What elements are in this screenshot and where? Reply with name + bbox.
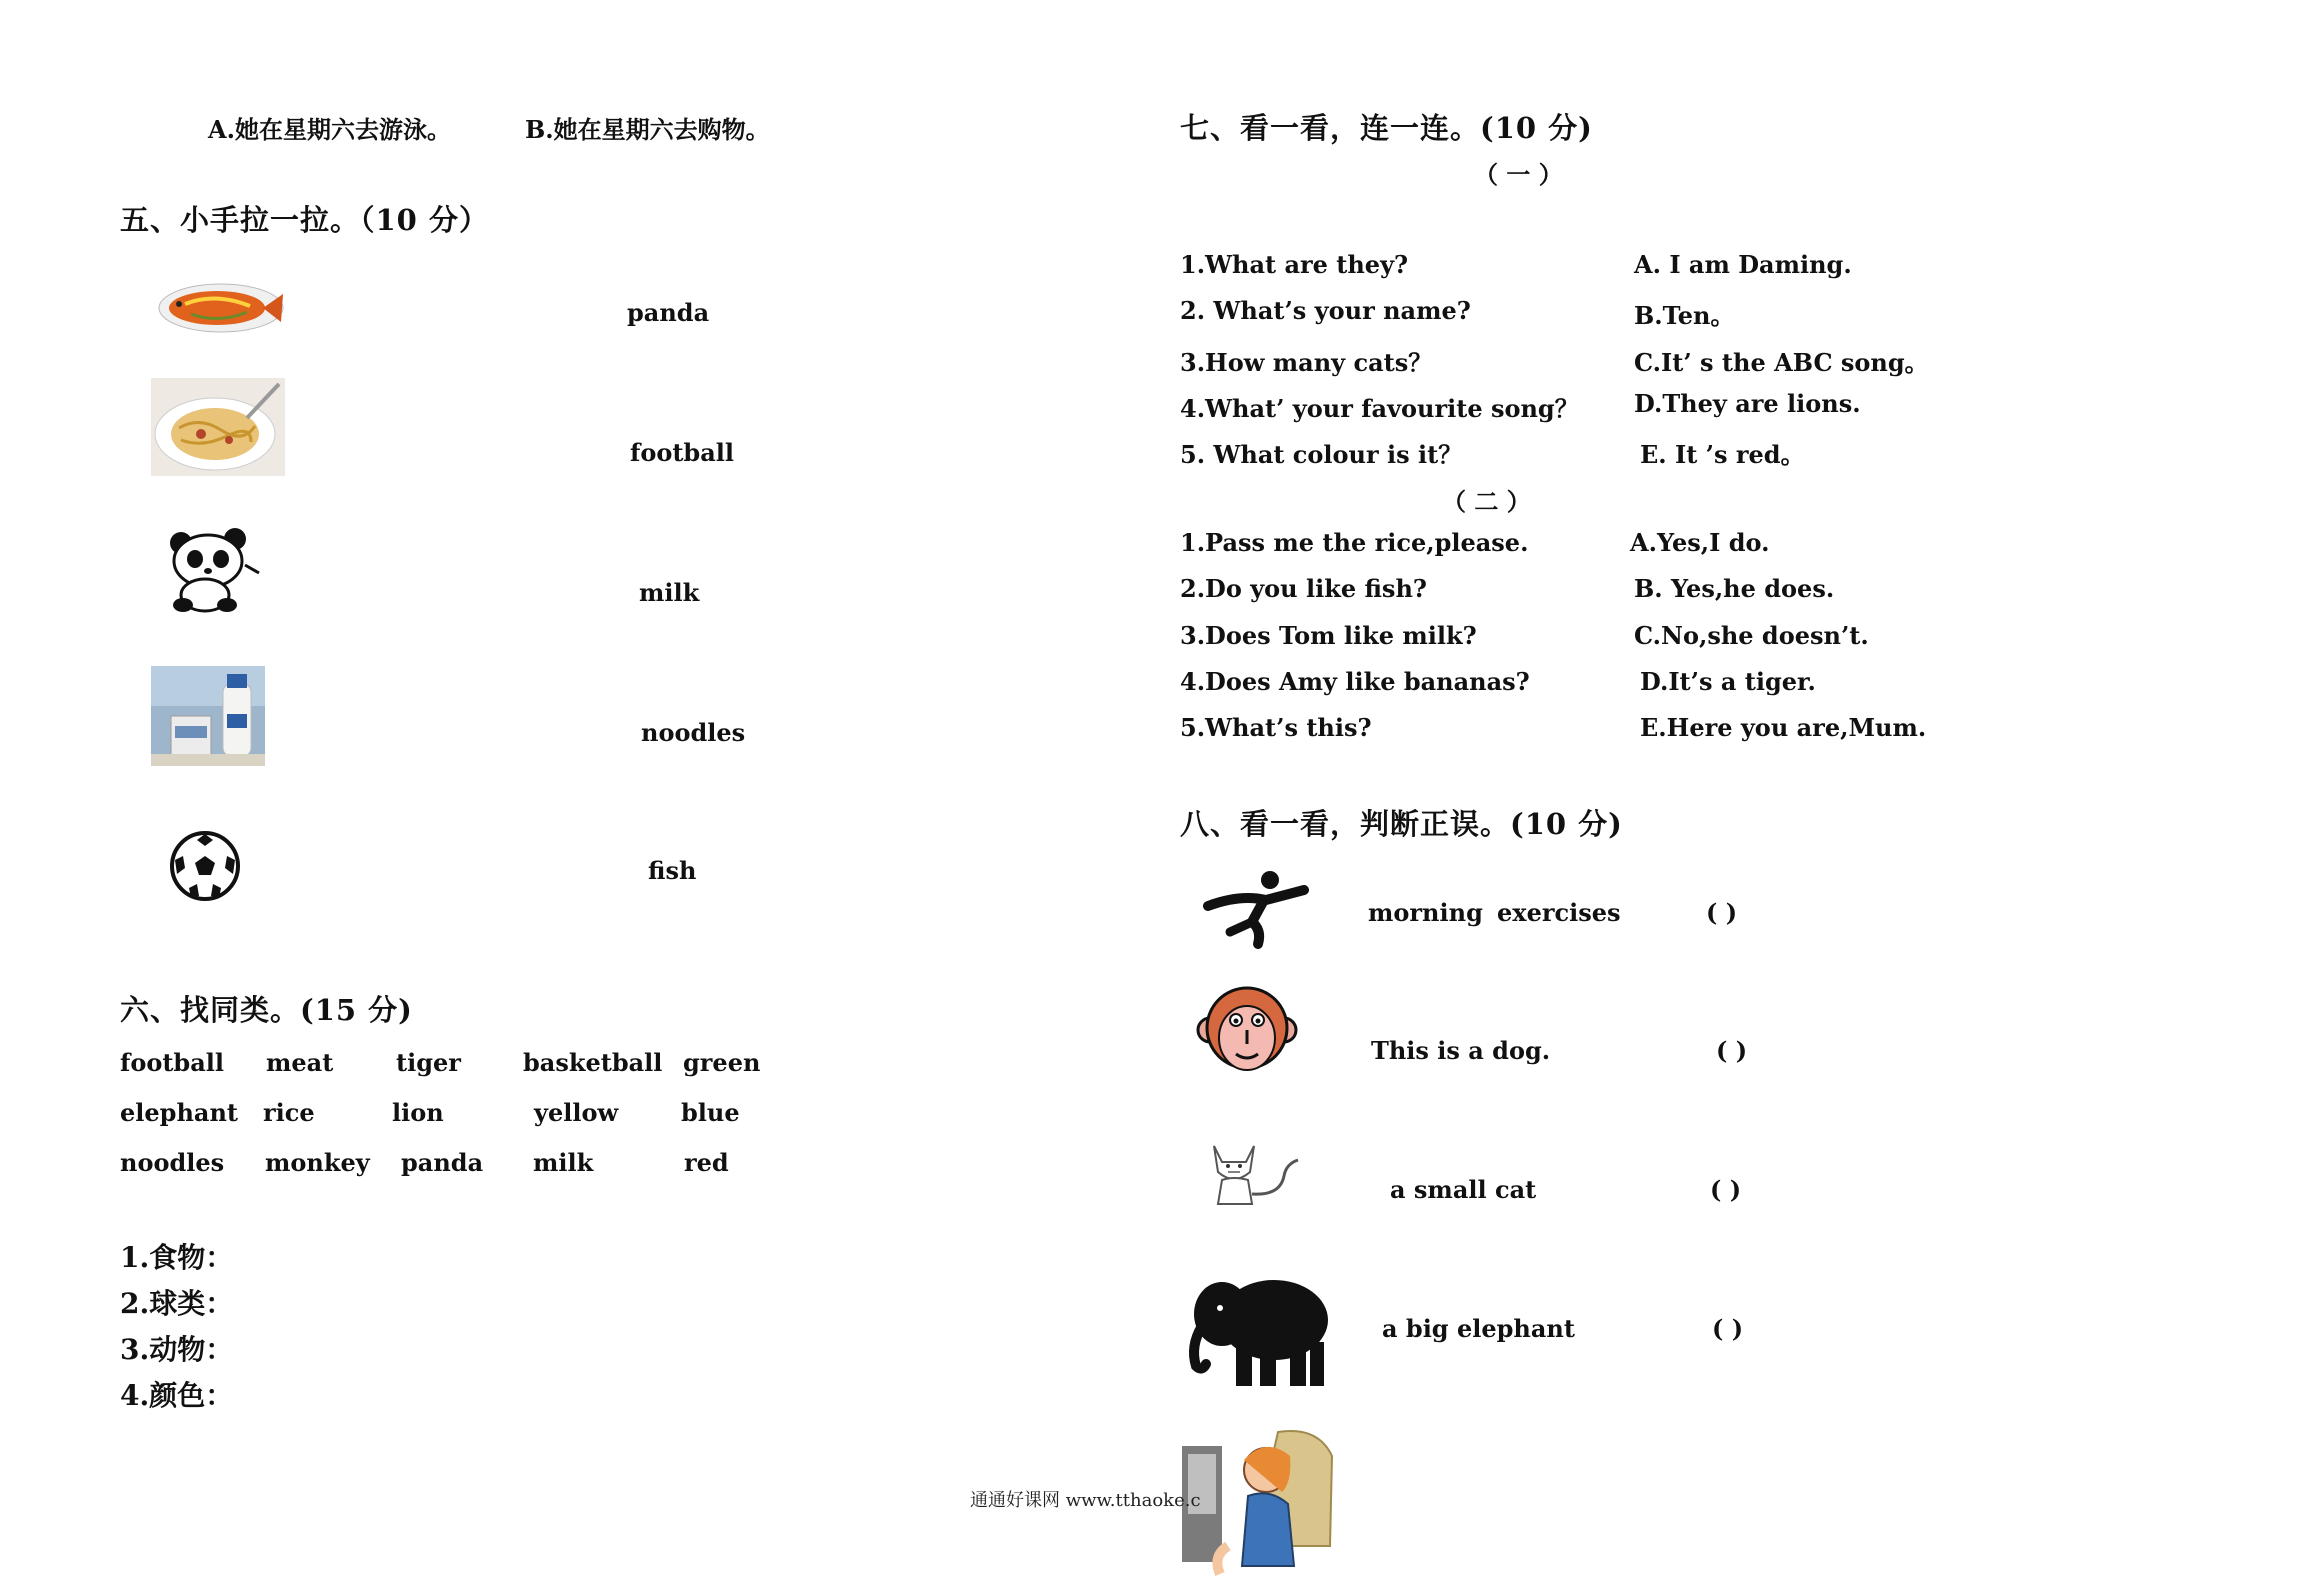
question: 2.Do you like fish? [1180, 574, 1427, 603]
category-food: 1.食物： [120, 1241, 234, 1274]
question: 4.Does Amy like bananas? [1180, 667, 1530, 696]
monkey-icon [1196, 980, 1298, 1086]
category-balls: 2.球类： [120, 1287, 234, 1320]
word-cell: elephant [120, 1098, 238, 1127]
section5-heading: 五、小手拉一拉。（10 分） [120, 203, 489, 237]
answer: A. I am Daming. [1634, 250, 1852, 279]
answer: D.They are lions. [1634, 389, 1861, 418]
option-b: B.她在星期六去购物。 [525, 115, 770, 144]
woman-tv-icon [1182, 1426, 1338, 1576]
word-cell: monkey [265, 1148, 370, 1177]
answer: C.No,she doesn’t. [1634, 621, 1869, 650]
question: 1.Pass me the rice,please. [1180, 528, 1529, 557]
word-milk: milk [639, 578, 700, 607]
answer: E. It ’s red。 [1640, 440, 1805, 469]
answer: D.It’s a tiger. [1640, 667, 1816, 696]
elephant-icon [1182, 1268, 1334, 1390]
question: 4.What’ your favourite song？ [1180, 394, 1579, 423]
word-cell: football [120, 1048, 224, 1077]
item3-text: a small cat [1390, 1175, 1537, 1204]
item2-text: This is a dog. [1371, 1036, 1551, 1065]
word-cell: red [684, 1148, 729, 1177]
answer: B. Yes,he does. [1634, 574, 1835, 603]
item4-text: a big elephant [1382, 1314, 1575, 1343]
word-cell: tiger [396, 1048, 461, 1077]
footer-watermark: 通通好课网 www.tthaoke.c [970, 1490, 1201, 1511]
question: 2. What’s your name? [1180, 296, 1471, 325]
section8-heading: 八、看一看，判断正误。(10 分) [1180, 807, 1623, 841]
question: 1.What are they? [1180, 250, 1409, 279]
question: 5.What’s this? [1180, 713, 1372, 742]
word-panda: panda [627, 298, 710, 327]
item1-text2: exercises [1497, 898, 1621, 927]
answer-paren: ( ) [1712, 1314, 1744, 1343]
word-cell: meat [266, 1048, 334, 1077]
word-cell: green [683, 1048, 761, 1077]
cat-icon [1200, 1136, 1304, 1212]
football-image [167, 830, 243, 902]
word-fish: fish [648, 856, 697, 885]
panda-image [163, 525, 273, 613]
word-cell: yellow [534, 1098, 619, 1127]
question: 3.How many cats？ [1180, 348, 1433, 377]
word-cell: milk [533, 1148, 594, 1177]
question: 5. What colour is it？ [1180, 440, 1463, 469]
word-cell: basketball [523, 1048, 663, 1077]
answer-paren: ( ) [1710, 1175, 1742, 1204]
part2-label: （ 二 ） [1442, 487, 1531, 516]
word-cell: panda [401, 1148, 484, 1177]
word-cell: rice [263, 1098, 315, 1127]
category-animals: 3.动物： [120, 1333, 234, 1366]
word-cell: noodles [120, 1148, 225, 1177]
exercise-icon [1200, 866, 1310, 952]
word-football: football [630, 438, 734, 467]
milk-image [151, 666, 265, 766]
option-a: A.她在星期六去游泳。 [208, 115, 451, 144]
item1-text1: morning [1368, 898, 1483, 927]
section7-heading: 七、看一看，连一连。(10 分) [1180, 111, 1593, 145]
category-colors: 4.颜色： [120, 1379, 234, 1412]
word-cell: lion [392, 1098, 444, 1127]
answer: A.Yes,I do. [1630, 528, 1770, 557]
answer-paren: ( ) [1706, 898, 1738, 927]
fish-dish-image [155, 268, 287, 338]
answer: C.It’ s the ABC song。 [1634, 348, 1929, 377]
question: 3.Does Tom like milk? [1180, 621, 1477, 650]
section6-heading: 六、找同类。(15 分) [120, 993, 413, 1027]
word-cell: blue [681, 1098, 740, 1127]
answer: E.Here you are,Mum. [1640, 713, 1927, 742]
part1-label: （ 一 ） [1474, 160, 1563, 189]
answer: B.Ten。 [1634, 301, 1735, 330]
word-noodles: noodles [641, 718, 746, 747]
answer-paren: ( ) [1716, 1036, 1748, 1065]
noodles-image [151, 378, 285, 476]
